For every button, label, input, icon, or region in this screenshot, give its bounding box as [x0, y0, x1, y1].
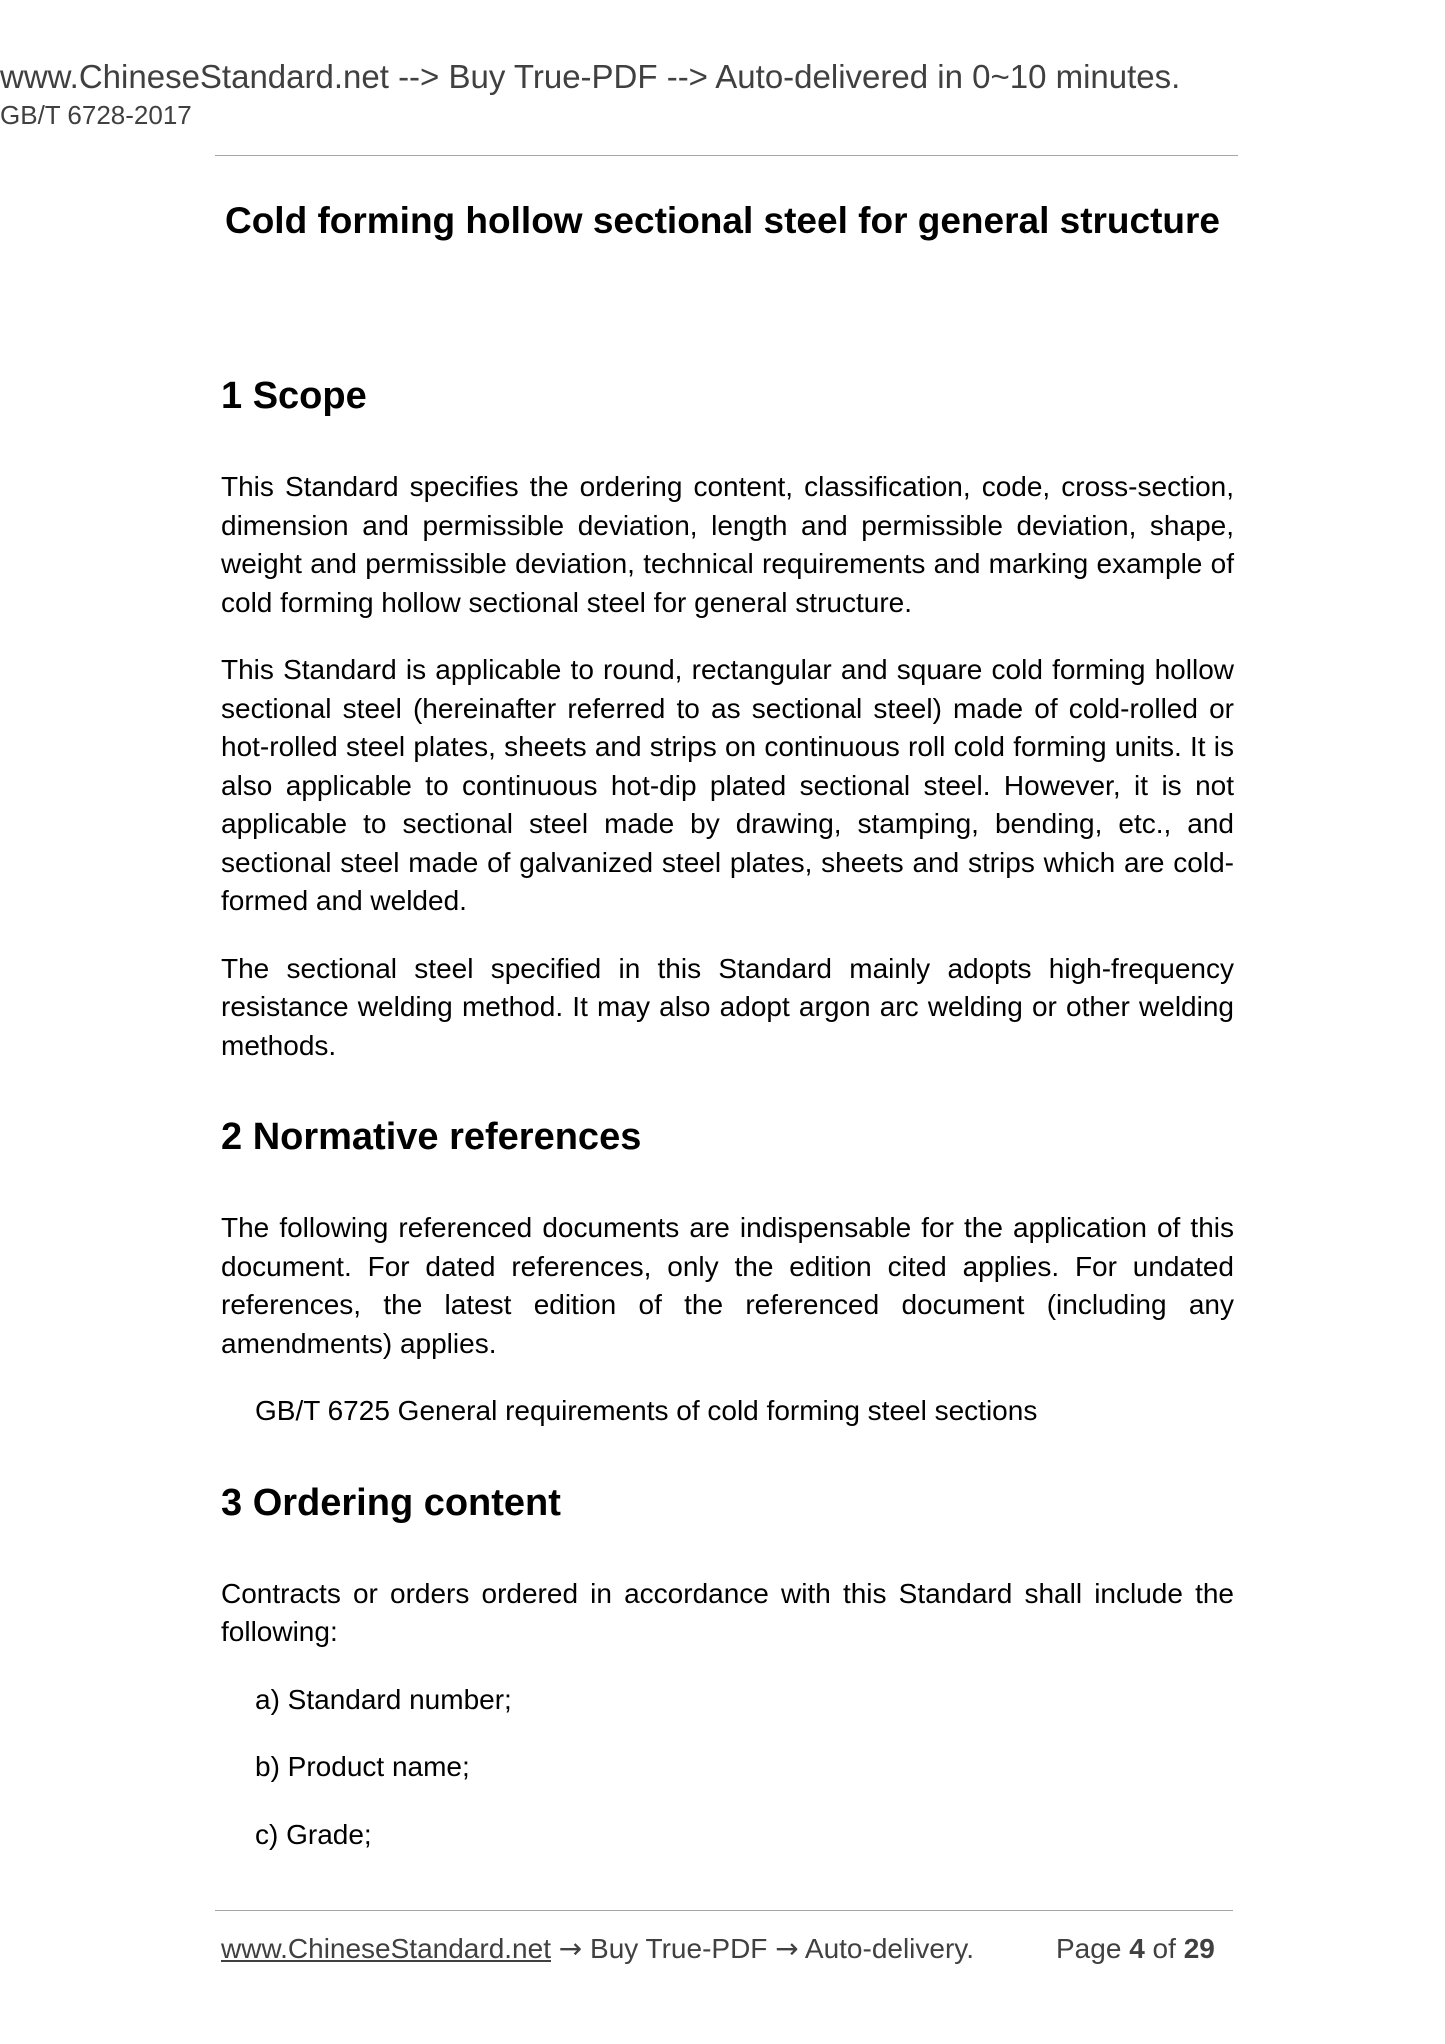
ordering-list-item: b) Product name;: [255, 1751, 470, 1782]
section-heading-normative-references: 2 Normative references: [221, 1116, 642, 1158]
document-body: [221, 360, 1234, 1854]
footer-delivery-text: Auto-delivery.: [804, 1933, 974, 1964]
header-divider: [215, 155, 1238, 156]
normative-paragraph: The following referenced documents are indispensable for the application of this document. For dated references, only the edition cited applies. For undated references, the latest edition of the referenced document (including any amendments) applies.: [221, 1212, 1234, 1359]
header-standard-code: GB/T 6728-2017: [0, 100, 192, 130]
of-label: of: [1152, 1933, 1176, 1964]
scope-paragraph-3: The sectional steel specified in this Standard mainly adopts high-frequency resistance welding method. It may also adopt argon arc welding or other welding methods.: [221, 952, 1234, 1061]
scope-paragraph-1: This Standard specifies the ordering content, classification, code, cross-section, dimension and permissible deviation, length and permissible deviation, shape, weight and permissible deviation, technical requirements and marking example of cold forming hollow sectional steel for general structure.: [221, 471, 1234, 618]
page-header: [0, 56, 1445, 132]
normative-reference-item: GB/T 6725 General requirements of cold forming steel sections: [255, 1395, 1038, 1426]
document-title: Cold forming hollow sectional steel for general structure: [224, 200, 1221, 241]
page-number: 4: [1129, 1933, 1145, 1964]
ordering-list-item: c) Grade;: [255, 1818, 372, 1850]
total-pages: 29: [1183, 1933, 1215, 1964]
ordering-paragraph: Contracts or orders ordered in accordance with this Standard shall include the following:: [221, 1577, 1234, 1647]
section-heading-scope: 1 Scope: [221, 375, 367, 417]
page-indicator: [1056, 1930, 1215, 1968]
footer-promo: [221, 1930, 974, 1968]
footer-buy-text: Buy True-PDF: [590, 1933, 768, 1964]
footer-divider: [215, 1910, 1233, 1911]
right-arrow-icon: →: [558, 1932, 583, 1965]
ordering-list-item: a) Standard number;: [255, 1683, 512, 1715]
scope-paragraph-2: This Standard is applicable to round, rectangular and square cold forming hollow sectional steel (hereinafter referred to as sectional steel) made of cold-rolled or hot-rolled steel plates, sheets and strips on continuous roll cold forming units. It is also applicable to continuous hot-dip plated sectional steel. However, it is not applicable to sectional steel made by drawing, stamping, bending, etc., and sectional steel made of galvanized steel plates, sheets and strips which are cold-formed and welded.: [221, 654, 1234, 916]
header-banner: www.ChineseStandard.net --> Buy True-PDF --> Auto-delivered in 0~10 minutes.: [0, 58, 1181, 95]
section-heading-ordering-content: 3 Ordering content: [221, 1481, 561, 1524]
right-arrow-icon: →: [775, 1932, 799, 1965]
footer-site-link[interactable]: www.ChineseStandard.net: [221, 1933, 551, 1964]
page-label: Page: [1056, 1933, 1122, 1964]
